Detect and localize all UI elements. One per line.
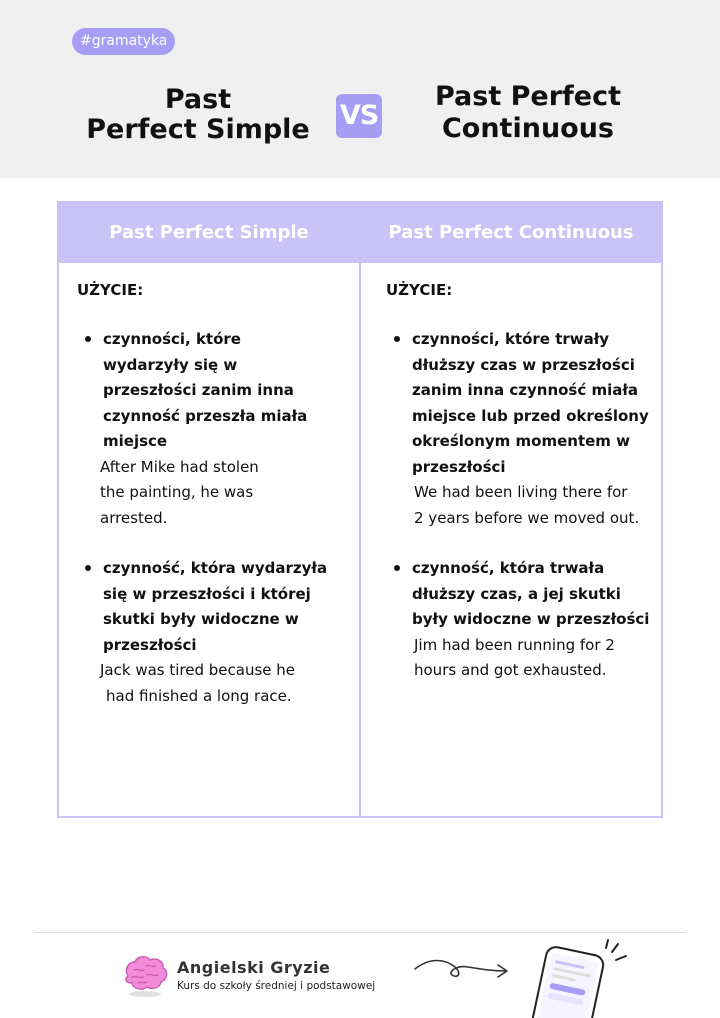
text-line: the painting, he was: [100, 483, 254, 501]
example-sentence: [100, 658, 335, 709]
left-title-line-2: Perfect Simple: [86, 114, 310, 145]
footer-divider: [34, 932, 686, 933]
usage-description: [103, 327, 335, 455]
text-line: się w przeszłości i której: [103, 584, 311, 603]
text-line: czynność przeszła miała: [103, 406, 308, 425]
brain-icon: [120, 952, 170, 998]
bullet-icon: [394, 336, 400, 342]
right-title-line-2: Continuous: [441, 113, 615, 144]
usage-label: UŻYCIE:: [386, 281, 453, 299]
text-line: dłuższy czas, a jej skutki: [412, 584, 621, 603]
bullet-icon: [85, 565, 91, 571]
text-line: były widoczne w przeszłości: [412, 610, 650, 628]
text-line: We had been living there for: [414, 483, 628, 501]
example-sentence: [414, 633, 656, 684]
usage-description: [412, 327, 656, 480]
bullet-icon: [394, 565, 400, 571]
comparison-table: [57, 201, 663, 818]
brand-tagline: Kurs do szkoły średniej i podstawowej: [177, 980, 376, 992]
brand-name[interactable]: Angielski Gryzie: [177, 958, 331, 977]
list-item: [394, 556, 656, 684]
text-line: zanim inna czynność miała: [412, 381, 639, 399]
list-item: [85, 556, 335, 709]
text-line: czynność, która trwała: [412, 559, 605, 577]
right-title-line-1: Past Perfect: [434, 81, 622, 112]
list-item: [394, 327, 656, 531]
arrow-icon: [410, 955, 520, 985]
bullet-icon: [85, 336, 91, 342]
column-simple: [59, 263, 359, 816]
left-title: [70, 85, 326, 145]
left-title-line-1: Past: [164, 84, 232, 115]
text-line: przeszłości zanim inna: [103, 381, 294, 399]
text-line: czynności, które: [103, 330, 241, 348]
text-line: Jim had been running for 2: [414, 635, 615, 654]
example-sentence: [100, 455, 335, 532]
right-title: [400, 81, 656, 145]
example-sentence: [414, 480, 656, 531]
text-line: określonym momentem w: [412, 432, 631, 450]
usage-label: UŻYCIE:: [77, 281, 144, 299]
text-line: had finished a long race.: [106, 686, 292, 705]
text-line: Jack was tired because he: [100, 661, 296, 679]
text-line: czynności, które trwały: [412, 330, 610, 348]
text-line: przeszłości: [412, 457, 506, 476]
list-item: [85, 327, 335, 531]
header-banner: [0, 0, 720, 178]
text-line: dłuższy czas w przeszłości: [412, 355, 635, 374]
text-line: wydarzyły się w: [103, 355, 238, 374]
column-header-simple: Past Perfect Simple: [109, 222, 309, 243]
table-header: [59, 203, 661, 263]
text-line: skutki były widoczne w: [103, 610, 299, 628]
text-line: arrested.: [100, 508, 168, 527]
text-line: hours and got exhausted.: [414, 661, 607, 679]
column-header-continuous: Past Perfect Continuous: [388, 222, 634, 243]
text-line: miejsce lub przed określony: [412, 406, 649, 425]
usage-description: [103, 556, 335, 658]
column-continuous: [361, 263, 661, 816]
vs-badge: VS: [336, 94, 382, 138]
text-line: After Mike had stolen: [100, 457, 259, 476]
tag-badge[interactable]: #gramatyka: [72, 28, 175, 55]
text-line: czynność, która wydarzyła: [103, 559, 328, 577]
usage-description: [412, 556, 656, 633]
phone-icon: [516, 938, 636, 1018]
text-line: przeszłości: [103, 635, 197, 654]
text-line: miejsce: [103, 432, 168, 450]
text-line: 2 years before we moved out.: [414, 508, 640, 527]
